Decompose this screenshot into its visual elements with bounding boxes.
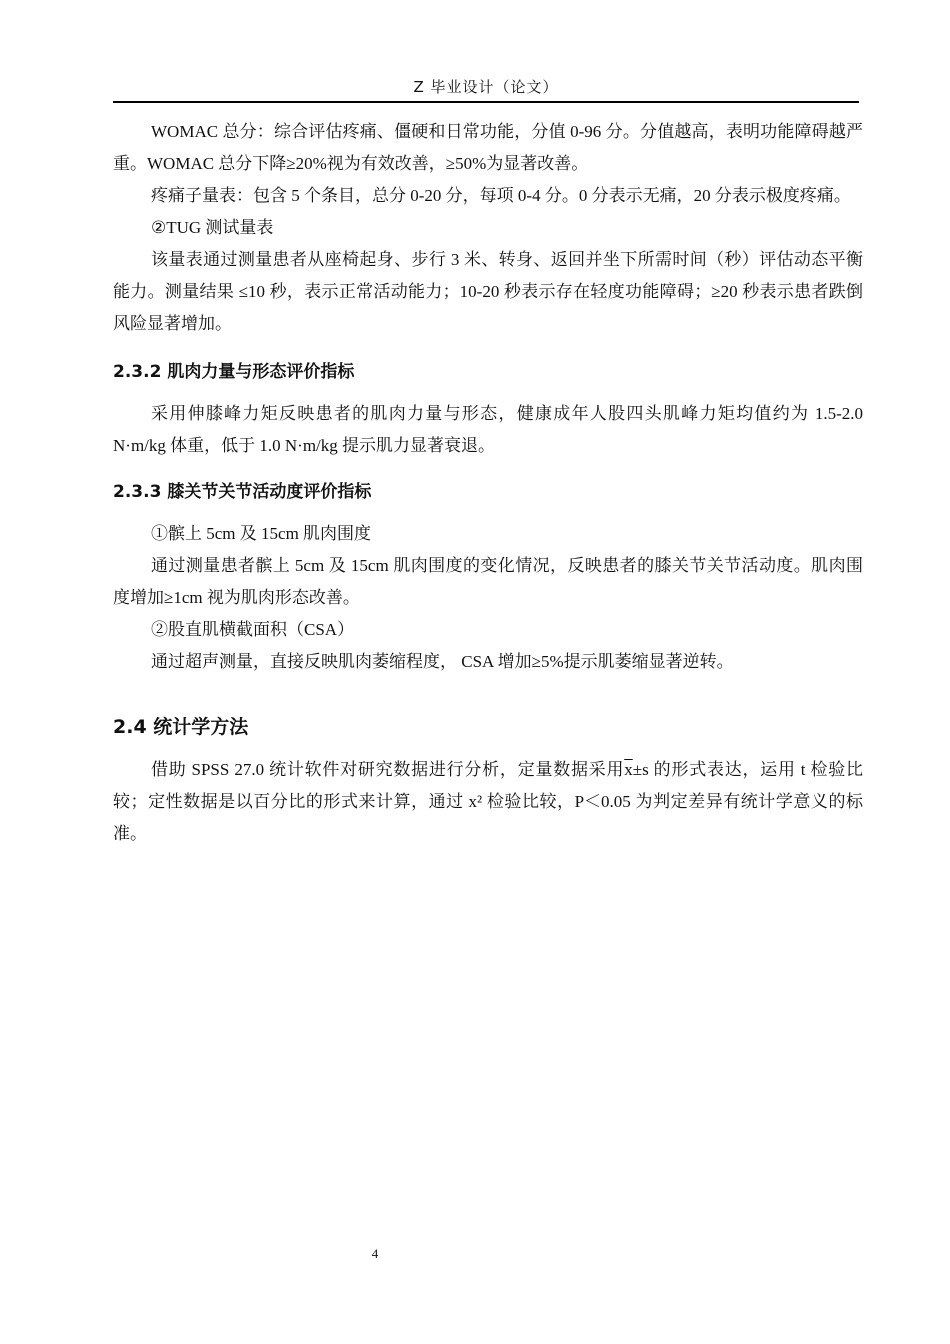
paragraph-tug: 该量表通过测量患者从座椅起身、步行 3 米、转身、返回并坐下所需时间（秒）评估动态平衡能力。测量结果 ≤10 秒，表示正常活动能力；10-20 秒表示存在轻度功能障碍；≥20 秒表示患者跌倒风险显著增加。 [113, 250, 863, 333]
statistics-text-pre: 借助 SPSS 27.0 统计软件对研究数据进行分析，定量数据采用 [151, 760, 625, 779]
paragraph-item1-title: ①髌上 5cm 及 15cm 肌肉围度 [151, 524, 372, 543]
heading-2-4: 2.4 统计学方法 [113, 716, 249, 738]
paragraph-item2-body: 通过超声测量，直接反映肌肉萎缩程度， CSA 增加≥5%提示肌萎缩显著逆转。 [151, 652, 734, 671]
paragraph-item2-title: ②股直肌横截面积（CSA） [151, 620, 355, 639]
page-header-title: Z 毕业设计（论文） [413, 78, 559, 96]
paragraph-statistics [113, 754, 863, 850]
heading-2-3-3: 2.3.3 膝关节关节活动度评价指标 [113, 482, 372, 502]
paragraph-womac: WOMAC 总分：综合评估疼痛、僵硬和日常功能，分值 0-96 分。分值越高，表明功能障碍越严重。WOMAC 总分下降≥20%视为有效改善，≥50%为显著改善。 [113, 122, 863, 173]
header-divider [113, 101, 859, 103]
page-content [113, 116, 863, 850]
mean-symbol: $\overline{x}$ [624, 760, 633, 779]
statistics-text-post: ±s 的形式表达，运用 t 检验比较；定性数据是以百分比的形式来计算，通过 x² 检验比较，P＜0.05 为判定差异有统计学意义的标准。 [113, 760, 863, 843]
paragraph-pain-subscale: 疼痛子量表：包含 5 个条目，总分 0-20 分，每项 0-4 分。0 分表示无痛，20 分表示极度疼痛。 [151, 186, 851, 205]
paragraph-tug-title: ②TUG 测试量表 [151, 218, 274, 237]
page-number: 4 [371, 1246, 379, 1261]
paragraph-muscle-strength: 采用伸膝峰力矩反映患者的肌肉力量与形态，健康成年人股四头肌峰力矩均值约为 1.5-2.0 N·m/kg 体重，低于 1.0 N·m/kg 提示肌力显著衰退。 [113, 404, 863, 455]
paragraph-item1-body: 通过测量患者髌上 5cm 及 15cm 肌肉围度的变化情况，反映患者的膝关节关节活动度。肌肉围度增加≥1cm 视为肌肉形态改善。 [113, 556, 863, 607]
heading-2-3-2: 2.3.2 肌肉力量与形态评价指标 [113, 362, 355, 382]
